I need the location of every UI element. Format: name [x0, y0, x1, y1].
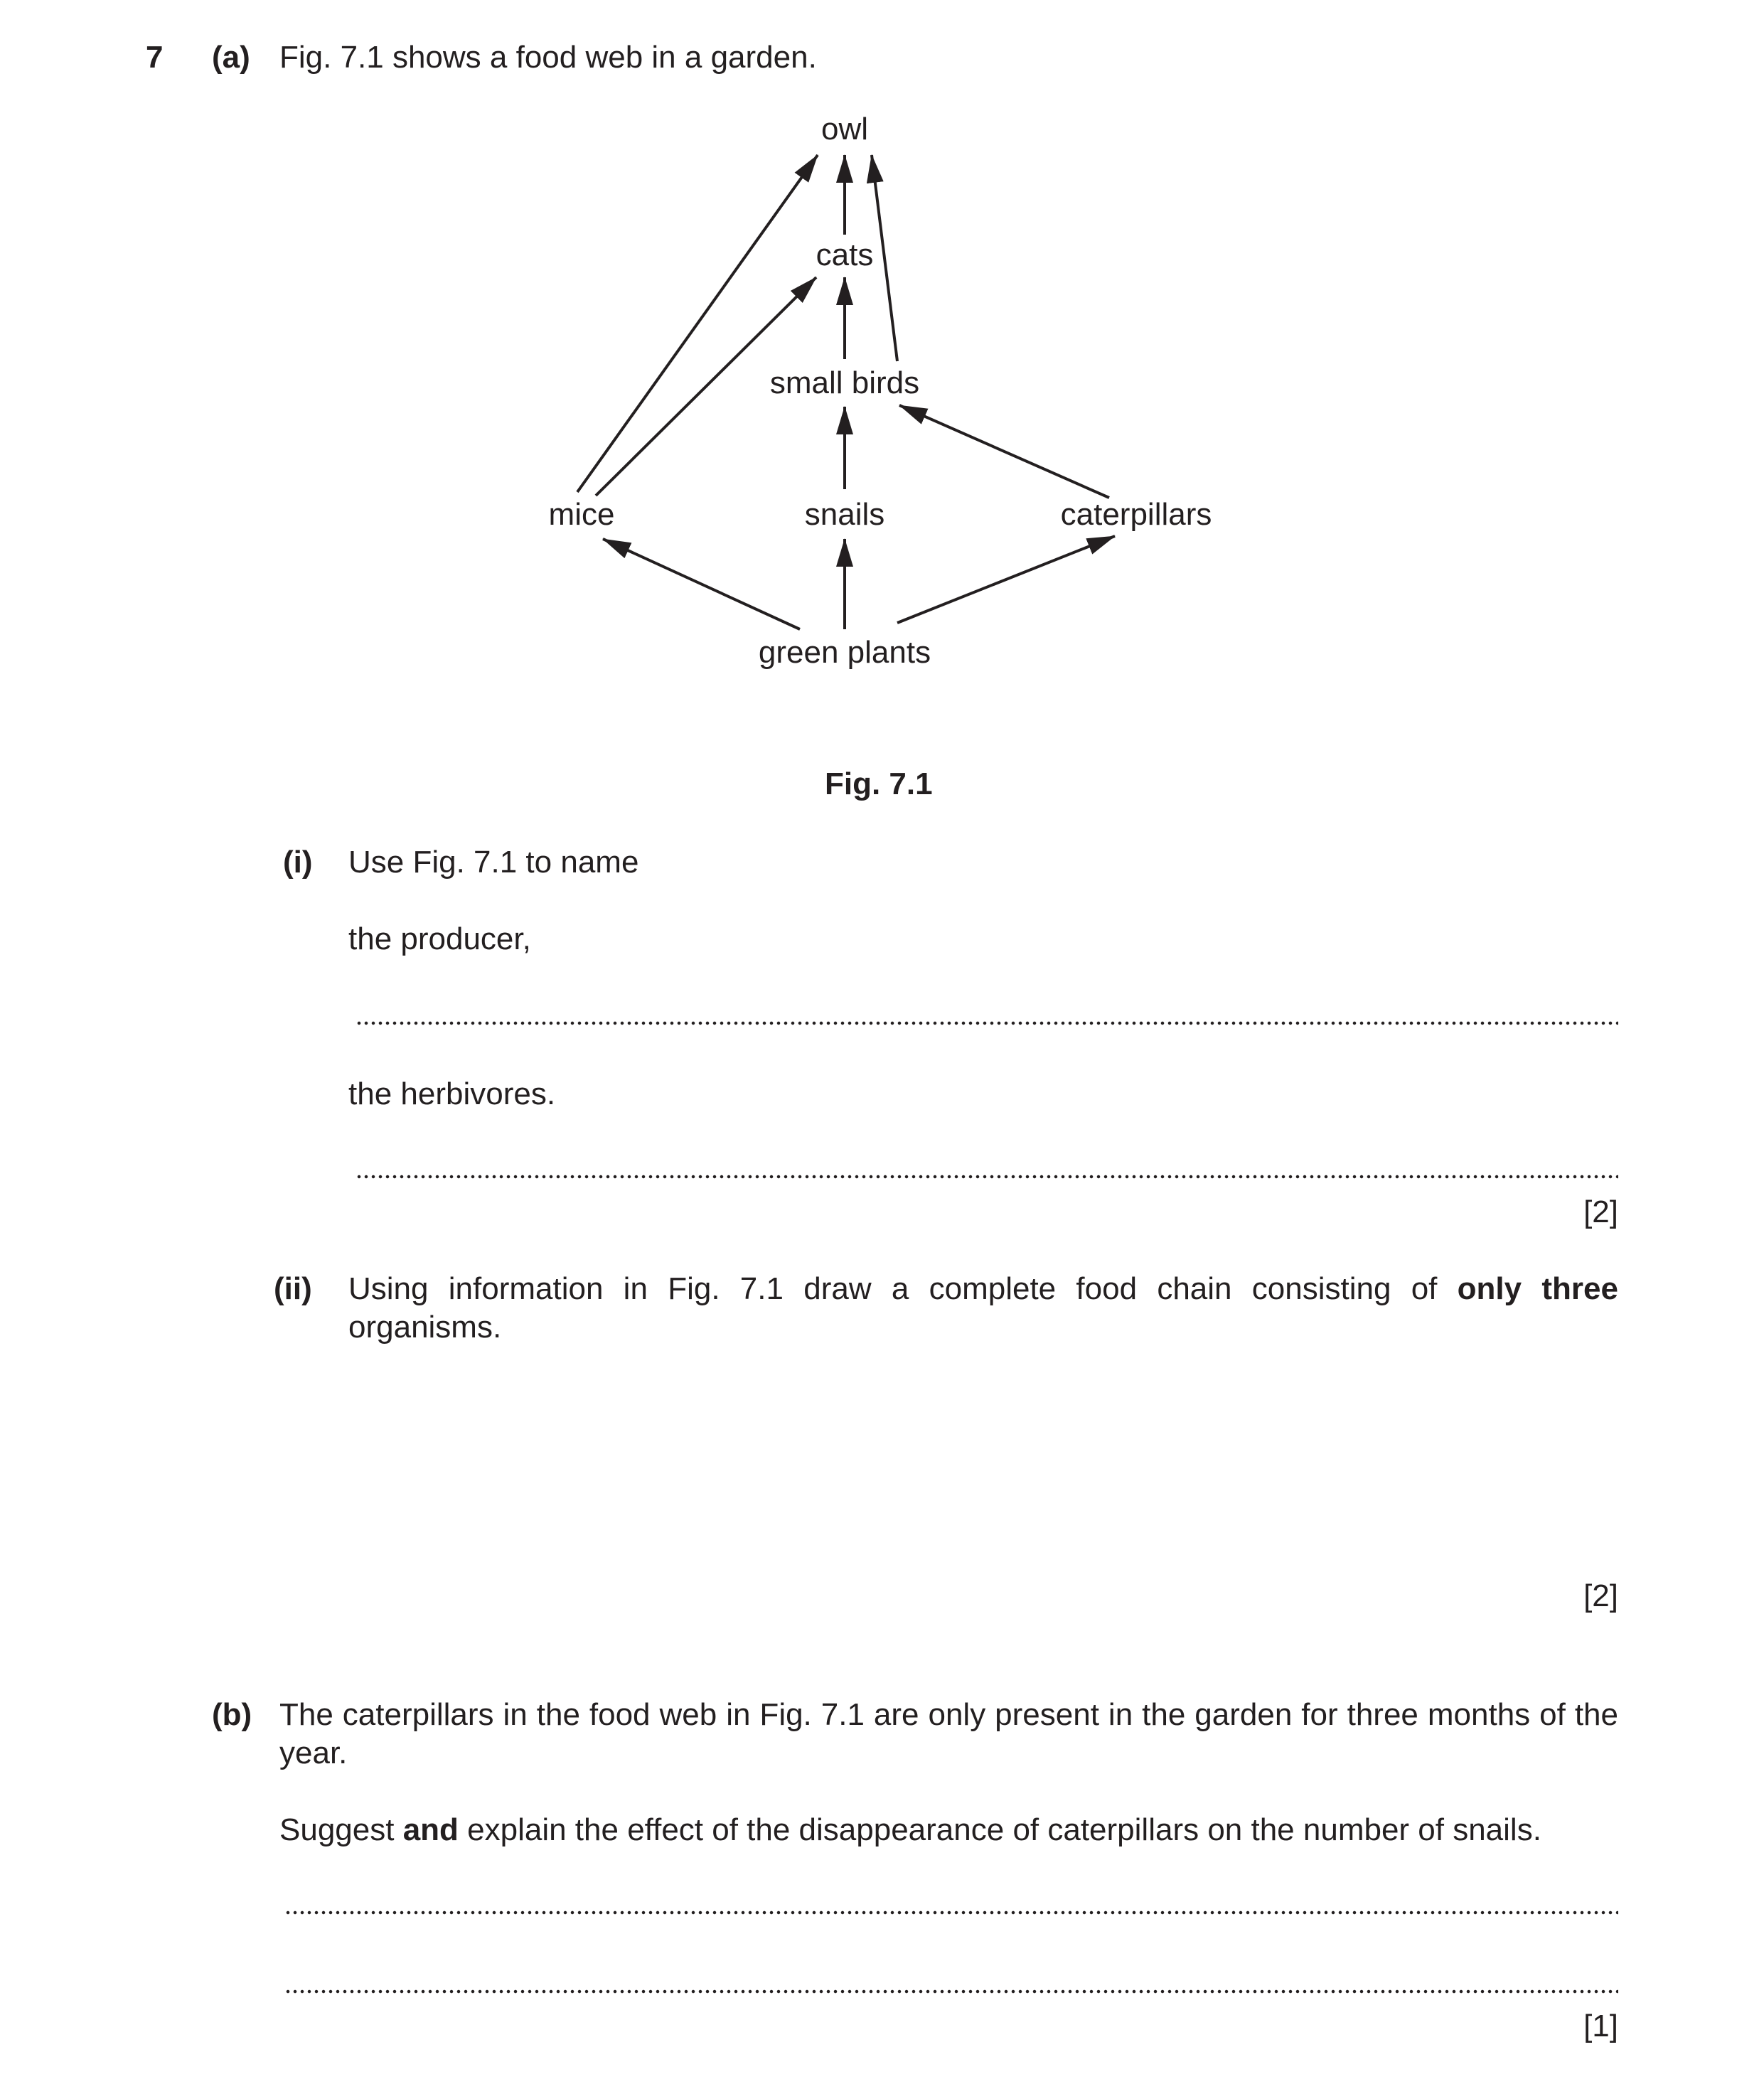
organism-caterpillars: caterpillars [1060, 497, 1212, 532]
part-b-answer-line-2[interactable] [284, 1989, 1618, 1994]
part-ii-prompt-bold: only three [1457, 1271, 1618, 1306]
producer-prompt: the producer, [348, 921, 531, 956]
food-chain-drawing-area[interactable] [348, 1337, 1618, 1550]
organism-green-plants: green plants [758, 635, 931, 670]
part-ii-prompt-start: Using information in Fig. 7.1 draw a complete food chain consisting of [348, 1271, 1458, 1306]
organism-cats: cats [816, 237, 874, 272]
organism-small-birds: small birds [769, 365, 920, 400]
part-ii-marks: [2] [1583, 1578, 1618, 1613]
part-a-intro: Fig. 7.1 shows a food web in a garden. [279, 40, 817, 75]
arrow-mice-to-owl [577, 155, 818, 492]
part-a-label: (a) [212, 40, 250, 75]
part-i-marks: [2] [1583, 1195, 1618, 1229]
producer-answer-line[interactable] [356, 1021, 1618, 1025]
herbivores-prompt: the herbivores. [348, 1076, 556, 1111]
part-b-suggest-start: Suggest [279, 1812, 403, 1847]
part-b-suggest-end: explain the effect of the disappearance of caterpillars on the number of snails. [458, 1812, 1541, 1847]
organism-owl: owl [820, 112, 869, 146]
part-ii-prompt [348, 1270, 1618, 1347]
food-web-diagram [0, 0, 1764, 711]
arrow-green-plants-to-caterpillars [897, 536, 1115, 623]
part-i-label: (i) [283, 845, 313, 880]
organism-mice: mice [548, 497, 615, 532]
part-b-suggest-bold: and [402, 1812, 459, 1847]
part-ii-prompt-end: organisms. [348, 1310, 502, 1345]
part-ii-label: (ii) [274, 1271, 312, 1306]
arrow-small-birds-to-owl [872, 155, 897, 361]
arrow-caterpillars-to-small-birds [899, 405, 1109, 498]
organism-snails: snails [804, 497, 885, 532]
part-b-label: (b) [212, 1697, 252, 1732]
part-b-answer-line-1[interactable] [284, 1910, 1618, 1915]
part-b-suggest [279, 1811, 1541, 1849]
arrow-green-plants-to-mice [603, 539, 800, 629]
figure-caption: Fig. 7.1 [825, 766, 933, 801]
question-number: 7 [146, 40, 164, 75]
herbivores-answer-line[interactable] [356, 1175, 1618, 1179]
part-b-prompt: The caterpillars in the food web in Fig. 7.1 are only present in the garden for three months of the year. [279, 1697, 1618, 1770]
part-i-prompt: Use Fig. 7.1 to name [348, 845, 639, 880]
part-b-marks: [1] [1583, 2009, 1618, 2043]
